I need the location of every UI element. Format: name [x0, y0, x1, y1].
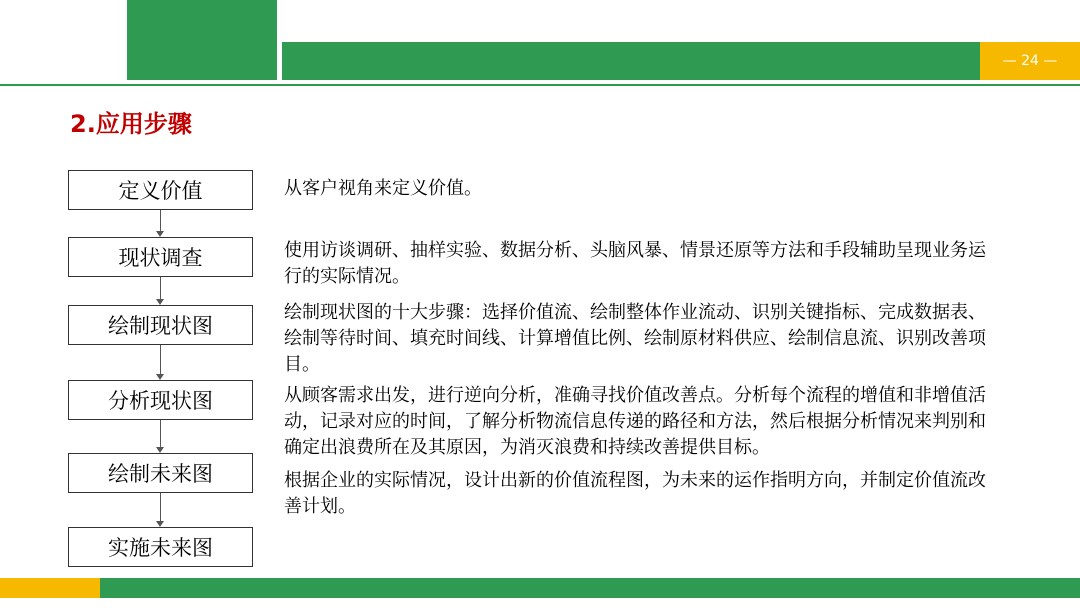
arrow-down-icon [156, 299, 164, 305]
step-box-current-survey [68, 237, 253, 277]
header-green-bar [282, 42, 980, 80]
step-box-draw-future-map [68, 453, 253, 493]
footer-green-bar [100, 578, 1080, 598]
connector-line [160, 210, 161, 231]
slide-title: 2.应用步骤 [70, 110, 192, 138]
header-green-block [127, 0, 277, 80]
step-box-analyze-current-map [68, 380, 253, 420]
arrow-down-icon [156, 447, 164, 453]
page-number-badge [980, 42, 1080, 80]
header-divider [0, 84, 1080, 86]
arrow-down-icon [156, 521, 164, 527]
connector-line [160, 277, 161, 299]
step-box-define-value [68, 170, 253, 210]
step-description-analyze-current-map: 从顾客需求出发，进行逆向分析，准确寻找价值改善点。分析每个流程的增值和非增值活动，记录对应的时间，了解分析物流信息传递的路径和方法，然后根据分析情况来判别和确定出浪费所在及其原因，为消灭浪费和持续改善提供目标。 [284, 385, 986, 458]
connector-line [160, 345, 161, 374]
step-description-current-survey: 使用访谈调研、抽样实验、数据分析、头脑风暴、情景还原等方法和手段辅助呈现业务运行的实际情况。 [284, 240, 986, 287]
step-box-draw-current-map [68, 305, 253, 345]
step-description-draw-current-map: 绘制现状图的十大步骤：选择价值流、绘制整体作业流动、识别关键指标、完成数据表、绘制等待时间、填充时间线、计算增值比例、绘制原材料供应、绘制信息流、识别改善项目。 [284, 302, 986, 375]
footer-yellow-bar [0, 578, 100, 598]
step-label: 绘制现状图 [108, 314, 213, 338]
step-label: 定义价值 [118, 179, 203, 203]
connector-line [160, 493, 161, 521]
step-label: 现状调查 [118, 246, 203, 270]
arrow-down-icon [156, 231, 164, 237]
step-description-draw-future-map: 根据企业的实际情况，设计出新的价值流程图，为未来的运作指明方向，并制定价值流改善计划。 [284, 470, 986, 517]
step-box-implement-future-map [68, 527, 253, 567]
arrow-down-icon [156, 374, 164, 380]
step-description-define-value: 从客户视角来定义价值。 [284, 178, 482, 199]
step-label: 分析现状图 [108, 389, 213, 413]
connector-line [160, 420, 161, 447]
step-label: 绘制未来图 [108, 462, 213, 486]
page-number: — 24 — [1002, 53, 1058, 69]
step-label: 实施未来图 [108, 536, 213, 560]
